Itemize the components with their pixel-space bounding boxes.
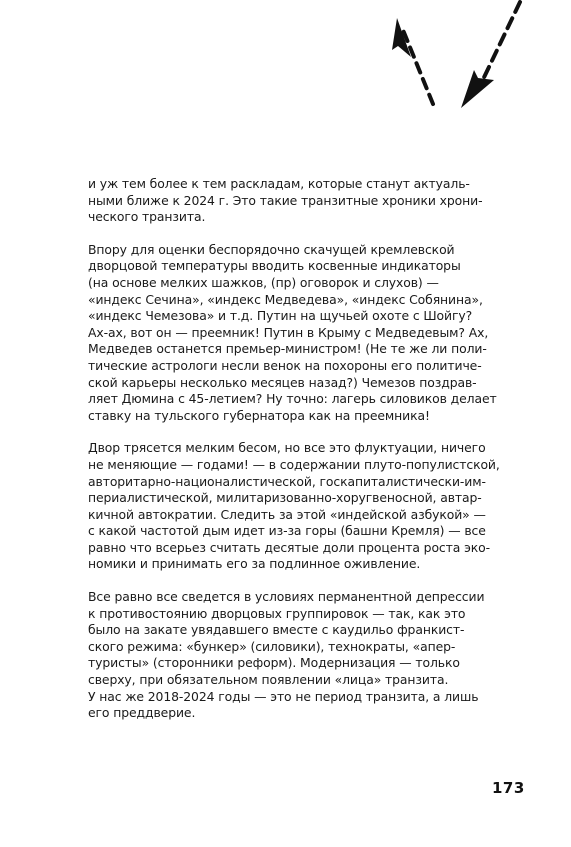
text-line: Двор трясется мелким бесом, но все это флуктуации, ничего [88, 440, 486, 456]
text-line: ляет Дюмина с 45-летием? Ну точно: лагерь силовиков делает [88, 391, 497, 407]
body-text [88, 176, 500, 722]
text-line: к противостоянию дворцовых группировок — так, как это [88, 605, 466, 621]
down-arrow-icon [461, 2, 520, 108]
text-line: номики и принимать его за подлинное оживление. [88, 556, 421, 572]
paragraph-4 [88, 589, 483, 722]
dashed-arrows-icon [0, 0, 571, 120]
text-line: его преддверие. [88, 705, 196, 721]
text-line: Все равно все сведется в условиях перманентной депрессии [88, 589, 485, 605]
text-line: дворцовой температуры вводить косвенные индикаторы [88, 258, 461, 274]
up-arrow-icon [392, 18, 433, 104]
text-line: авторитарно-националистической, госкапиталистически-им- [88, 473, 486, 489]
text-line: равно что всерьез считать десятые доли процента роста эко- [88, 539, 491, 555]
text-line: «индекс Чемезова» и т.д. Путин на щучьей охоте с Шойгу? [88, 308, 473, 324]
paragraph-3 [88, 440, 500, 573]
paragraph-2 [88, 241, 497, 425]
text-line: (на основе мелких шажков, (пр) оговорок и слухов) — [88, 274, 439, 290]
text-line: не меняющие — годами! — в содержании плуто-популистской, [88, 456, 500, 472]
text-line: ческого транзита. [88, 209, 206, 225]
text-line: Медведев останется премьер-министром! (Не те же ли поли- [88, 341, 487, 357]
text-line: с какой частотой дым идет из-за горы (башни Кремля) — все [88, 523, 486, 539]
text-line: кичной автократии. Следить за этой «индейской азбукой» — [88, 506, 486, 522]
text-line: и уж тем более к тем раскладам, которые станут актуаль- [88, 176, 470, 191]
text-line: ского режима: «бункер» (силовики), технократы, «апер- [88, 638, 456, 654]
text-line: У нас же 2018-2024 годы — это не период транзита, а лишь [88, 688, 479, 704]
text-line: периалистической, милитаризованно-хоругвеносной, автар- [88, 490, 482, 506]
text-line: сверху, при обязательном появлении «лица» транзита. [88, 672, 449, 688]
text-line: Впору для оценки беспорядочно скачущей кремлевской [88, 241, 455, 257]
page-number: 173 [492, 779, 525, 797]
text-line: ными ближе к 2024 г. Это такие транзитные хроники хрони- [88, 192, 483, 208]
text-line: тические астрологи несли венок на похороны его политиче- [88, 357, 482, 373]
text-line: «индекс Сечина», «индекс Медведева», «индекс Собянина», [88, 291, 483, 307]
paragraph-1 [88, 176, 483, 226]
text-line: было на закате увядавшего вместе с каудильо франкист- [88, 622, 465, 638]
text-line: Ах-ах, вот он — преемник! Путин в Крыму с Медведевым? Ах, [88, 324, 489, 340]
text-line: ской карьеры несколько месяцев назад?) Чемезов поздрав- [88, 374, 477, 390]
text-line: туристы» (сторонники реформ). Модернизация — только [88, 655, 460, 671]
text-line: ставку на тульского губернатора как на преемника! [88, 407, 430, 423]
